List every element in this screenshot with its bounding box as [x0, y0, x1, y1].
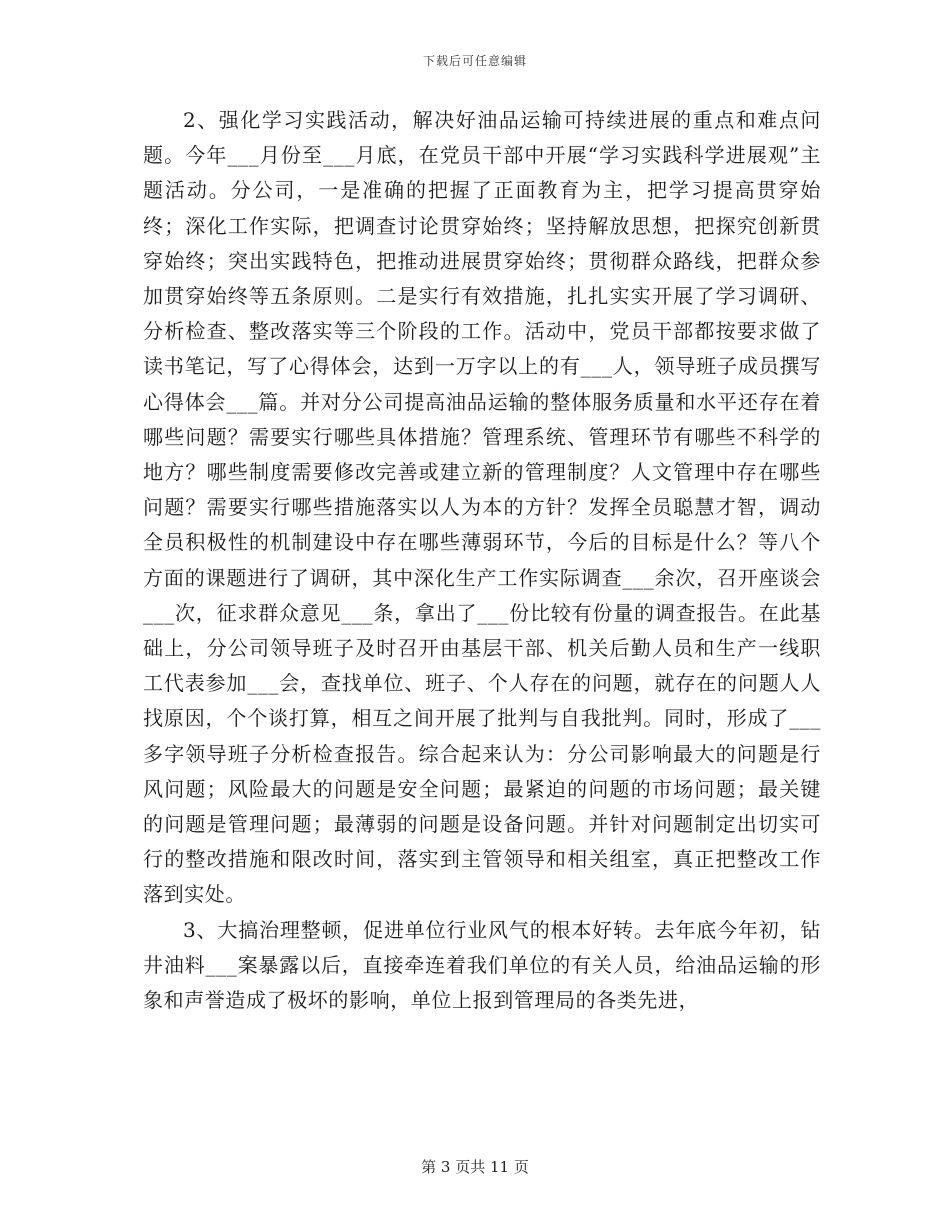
page-header-note: 下载后可任意编辑 [422, 54, 527, 68]
paragraph-2: 2、强化学习实践活动，解决好油品运输可持续进展的重点和难点问题。今年___月份至___月底，在党员干部中开展“学习实践科学进展观”主题活动。分公司，一是准确的把握了正面教育为主，把学习提高贯穿始终；深化工作实际，把调查讨论贯穿始终；坚持解放思想，把探究创新贯穿始终；突出实践特色，把推动进展贯穿始终；贯彻群众路线，把群众参加贯穿始终等五条原则。二是实行有效措施，扎扎实实开展了学习调研、分析检查、整改落实等三个阶段的工作。活动中，党员干部都按要求做了读书笔记，写了心得体会，达到一万字以上的有___人，领导班子成员撰写心得体会___篇。并对分公司提高油品运输的整体服务质量和水平还存在着哪些问题？需要实行哪些具体措施？管理系统、管理环节有哪些不科学的地方？哪些制度需要修改完善或建立新的管理制度？人文管理中存在哪些问题？需要实行哪些措施落实以人为本的方针？发挥全员聪慧才智，调动全员积极性的机制建设中存在哪些薄弱环节，今后的目标是什么？等八个方面的课题进行了调研，其中深化生产工作实际调查___余次，召开座谈会___次，征求群众意见___条，拿出了___份比较有份量的调查报告。在此基础上，分公司领导班子及时召开由基层干部、机关后勤人员和生产一线职工代表参加___会，查找单位、班子、个人存在的问题，就存在的问题人人找原因，个个谈打算，相互之间开展了批判与自我批判。同时，形成了___多字领导班子分析检查报告。综合起来认为：分公司影响最大的问题是行风问题；风险最大的问题是安全问题；最紧迫的问题的市场问题；最关键的问题是管理问题；最薄弱的问题是设备问题。并针对问题制定出切实可行的整改措施和限改时间，落实到主管领导和相关组室，真正把整改工作落到实处。 [143, 108, 821, 907]
paragraph-3: 3、大搞治理整顿，促进单位行业风气的根本好转。去年底今年初，钻井油料___案暴露以后，直接牵连着我们单位的有关人员，给油品运输的形象和声誉造成了极坏的影响，单位上报到管理局的各类先进， [143, 917, 821, 1013]
page-number: 第 3 页共 11 页 [421, 1158, 529, 1176]
document-body [143, 103, 821, 1018]
